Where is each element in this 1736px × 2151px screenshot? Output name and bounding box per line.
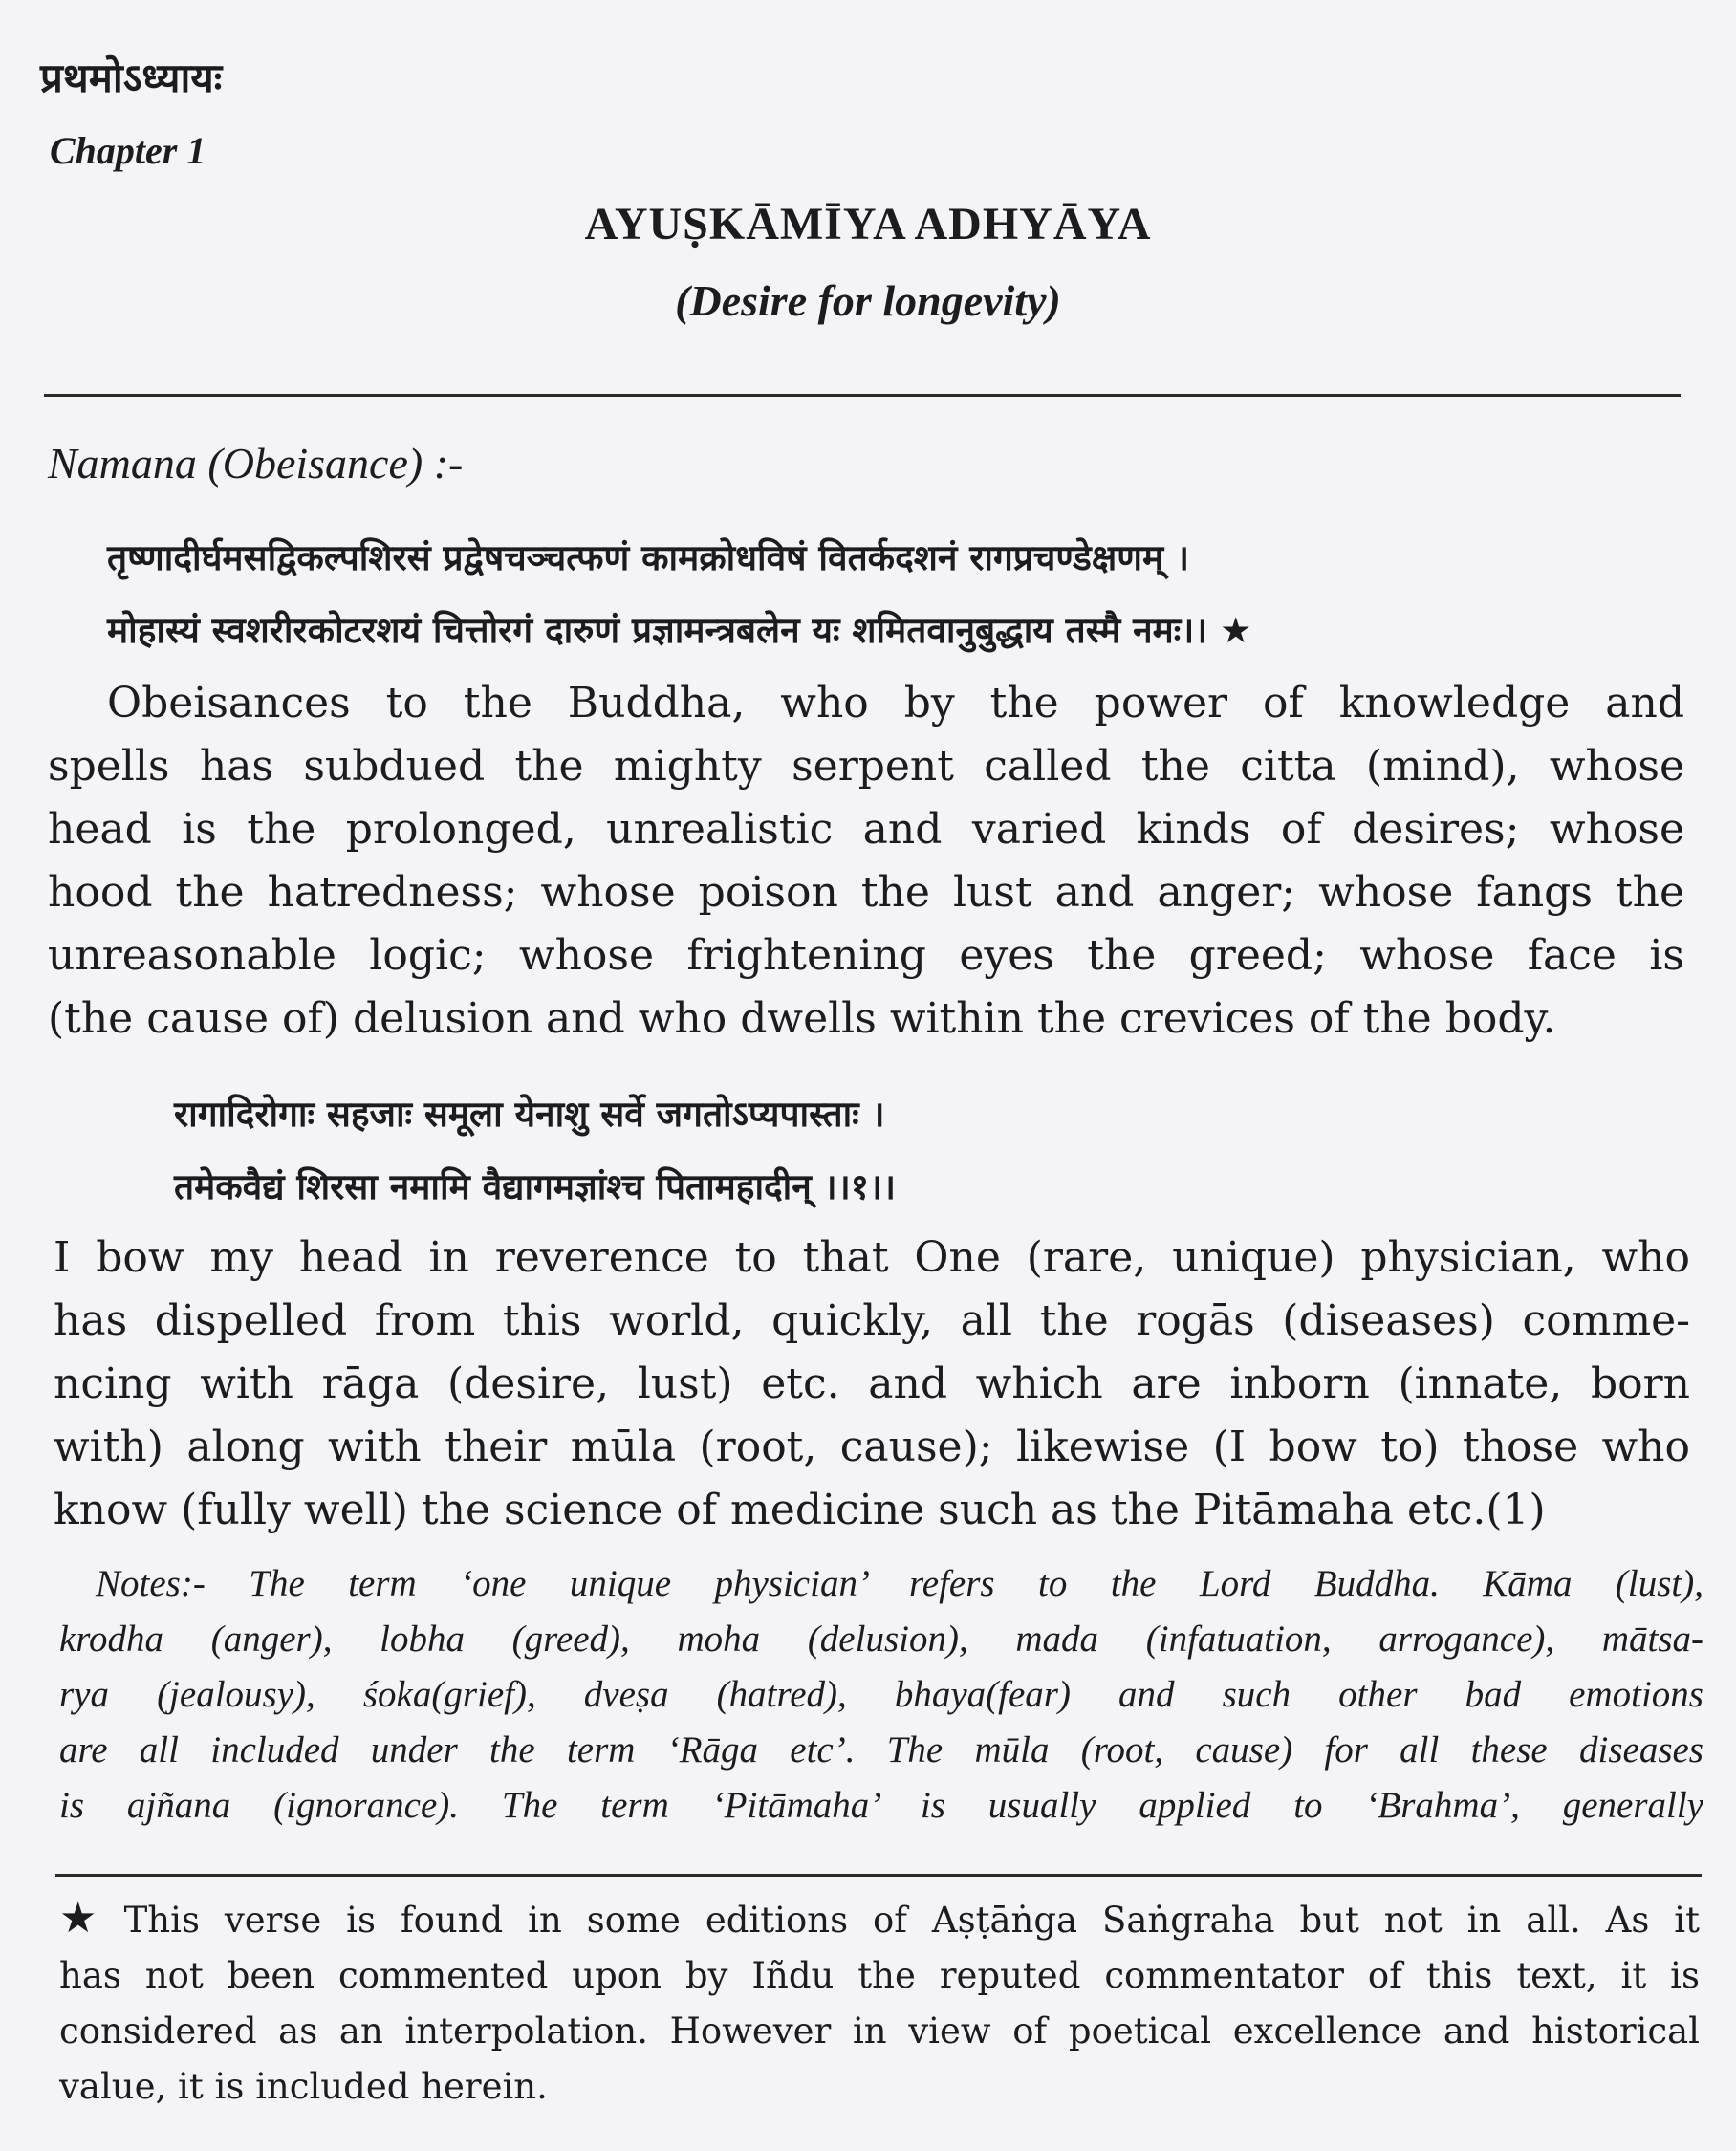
devanagari-chapter-title: प्रथमोऽध्यायः (40, 54, 223, 101)
verse1-line2: मोहास्यं स्वशरीरकोटरशयं चित्तोरगं दारुणं प्रज्ञामन्त्रबलेन यः शमितवानुबुद्धाय तस्मै नमः।। ★ (107, 610, 1252, 651)
notes-line: krodha (anger), lobha (greed), moha (delusion), mada (infatuation, arrogance), mātsa- (59, 1619, 1703, 1660)
star-icon: ★ (59, 1894, 111, 1943)
page-subtitle: (Desire for longevity) (675, 276, 1061, 325)
notes-line: rya (jealousy), śoka(grief), dveṣa (hatred), bhaya(fear) and such other bad emotions (59, 1674, 1703, 1715)
footnote-divider (55, 1874, 1702, 1877)
notes-line: Notes:- The term ‘one unique physician’ refers to the Lord Buddha. Kāma (lust), (96, 1563, 1703, 1604)
translation1-line: head is the prolonged, unrealistic and varied kinds of desires; whose (48, 805, 1684, 854)
title-divider (44, 394, 1681, 397)
translation2-line: know (fully well) the science of medicine such as the Pitāmaha etc.(1) (54, 1486, 1546, 1534)
section-heading: Namana (Obeisance) :- (48, 439, 464, 488)
translation2-line: ncing with rāga (desire, lust) etc. and which are inborn (innate, born (54, 1359, 1690, 1408)
footnote-line: value, it is included herein. (59, 2066, 548, 2107)
translation1-paragraph (48, 672, 1684, 1051)
translation1-line: Obeisances to the Buddha, who by the power of knowledge and (107, 679, 1684, 728)
page-title: AYUṢKĀMĪYA ADHYĀYA (584, 199, 1152, 250)
footnote-line: has not been commented upon by Iñdu the reputed commentator of this text, it is (59, 1955, 1700, 1996)
translation2-paragraph (54, 1227, 1690, 1542)
chapter-label: Chapter 1 (50, 129, 206, 172)
verse2-line2: तमेकवैद्यं शिरसा नमामि वैद्यागमज्ञांश्च पितामहादीन् ।।१।। (174, 1166, 897, 1207)
footnote-text: This verse is found in some editions of Aṣṭāṅga Saṅgraha but not in all. As it (123, 1900, 1700, 1941)
notes-line: is ajñana (ignorance). The term ‘Pitāmaha’ is usually applied to ‘Brahma’, generally (59, 1785, 1703, 1826)
translation2-line: I bow my head in reverence to that One (rare, unique) physician, who (54, 1233, 1690, 1282)
translation2-line: with) along with their mūla (root, cause); likewise (I bow to) those who (54, 1423, 1690, 1471)
translation1-line: spells has subdued the mighty serpent called the citta (mind), whose (48, 742, 1684, 791)
verse1-line1: तृष्णादीर्घमसद्विकल्पशिरसं प्रद्वेषचञ्चत्फणं कामक्रोधविषं वितर्कदशनं रागप्रचण्डेक्षणम् । (107, 537, 1190, 578)
footnote-line (59, 1891, 1700, 1948)
notes-line: are all included under the term ‘Rāga etc’. The mūla (root, cause) for all these diseases (59, 1729, 1703, 1771)
translation2-line: has dispelled from this world, quickly, all the rogās (diseases) comme- (54, 1296, 1690, 1345)
footnote-line: considered as an interpolation. However in view of poetical excellence and historical (59, 2010, 1700, 2052)
translation1-line: (the cause of) delusion and who dwells within the crevices of the body. (48, 994, 1556, 1043)
notes-block (59, 1556, 1703, 1834)
translation1-line: unreasonable logic; whose frightening eyes the greed; whose face is (48, 931, 1684, 980)
translation1-line: hood the hatredness; whose poison the lust and anger; whose fangs the (48, 868, 1684, 917)
footnote-block (59, 1891, 1700, 2115)
verse2-line1: रागादिरोगाः सहजाः समूला येनाशु सर्वे जगतोऽप्यपास्ताः । (174, 1094, 885, 1135)
